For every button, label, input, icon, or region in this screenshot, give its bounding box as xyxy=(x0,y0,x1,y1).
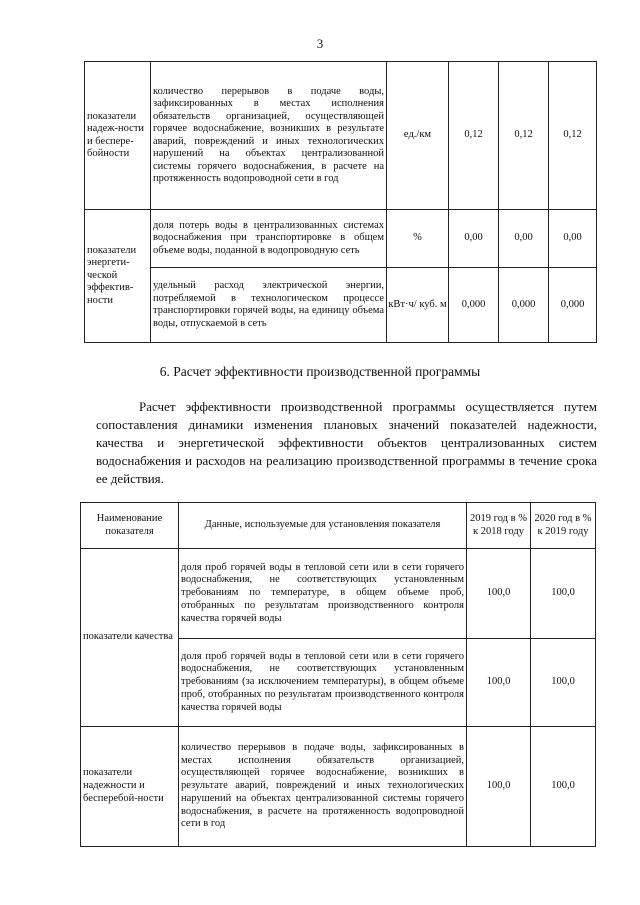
indicator-value: 0,000 xyxy=(549,268,597,343)
indicator-name: показатели надеж-ности и беспере-бойности xyxy=(85,62,151,210)
indicator-value: 0,00 xyxy=(449,210,499,268)
indicator-unit: кВт·ч/ куб. м xyxy=(387,268,449,343)
table-row xyxy=(81,727,596,847)
indicator-name: показатели надежности и бесперебой-ности xyxy=(81,727,179,847)
indicator-unit: % xyxy=(387,210,449,268)
table-row xyxy=(85,62,597,210)
indicator-name: показатели качества xyxy=(81,549,179,727)
column-header-2020: 2020 год в % к 2019 году xyxy=(531,503,596,549)
table-row xyxy=(81,549,596,639)
indicator-value: 0,12 xyxy=(549,62,597,210)
section-title: 6. Расчет эффективности производственной программы xyxy=(159,364,481,379)
column-header-2019: 2019 год в % к 2018 году xyxy=(467,503,531,549)
indicator-value: 0,00 xyxy=(499,210,549,268)
indicator-value: 100,0 xyxy=(531,727,596,847)
table-row xyxy=(85,268,597,343)
indicator-description: количество перерывов в подаче воды, зафиксированных в местах исполнения обязательств организацией, осуществляющей горячее водоснабжение, возникших в результате аварий, повреждений и иных технологических нарушений на объектах централизованной системы горячего водоснабжения, в расчете на протяженность водопроводной сети в год xyxy=(151,62,387,210)
indicator-description: доля проб горячей воды в тепловой сети или в сети горячего водоснабжения, не соответствующих установленным требованиям (за исключением температуры), в общем объеме проб, отобранных по результатам производственного контроля качества горячей воды xyxy=(179,639,467,727)
indicator-value: 0,00 xyxy=(549,210,597,268)
indicator-value: 0,12 xyxy=(499,62,549,210)
column-header-data: Данные, используемые для установления показателя xyxy=(179,503,467,549)
efficiency-table xyxy=(80,502,596,847)
indicator-value: 0,000 xyxy=(499,268,549,343)
indicator-value: 100,0 xyxy=(531,549,596,639)
column-header-name: Наименование показателя xyxy=(81,503,179,549)
indicator-value: 100,0 xyxy=(467,639,531,727)
indicator-value: 0,000 xyxy=(449,268,499,343)
table-row xyxy=(85,210,597,268)
indicator-description: удельный расход электрической энергии, потребляемой в технологическом процессе транспортировки горячей воды, на единицу объема воды, отпускаемой в сеть xyxy=(151,268,387,343)
table-header-row xyxy=(81,503,596,549)
page-number: 3 xyxy=(316,36,324,51)
indicator-value: 0,12 xyxy=(449,62,499,210)
indicator-description: доля проб горячей воды в тепловой сети или в сети горячего водоснабжения, не соответствующих установленным требованиям по температуре, в общем объеме проб, отобранных по результатам производственного контроля качества горячей воды xyxy=(179,549,467,639)
body-paragraph: Расчет эффективности производственной программы осуществляется путем сопоставления динамики изменения плановых значений показателей надежности, качества и энергетической эффективности объектов централизованных систем водоснабжения и расходов на реализацию производственной программы в течение срока ее действия. xyxy=(96,399,597,486)
indicator-unit: ед./км xyxy=(387,62,449,210)
indicator-value: 100,0 xyxy=(467,727,531,847)
indicators-table xyxy=(84,61,597,343)
indicator-value: 100,0 xyxy=(467,549,531,639)
indicator-description: доля потерь воды в централизованных системах водоснабжения при транспортировке в общем объеме воды, поданной в водопроводную сеть xyxy=(151,210,387,268)
indicator-description: количество перерывов в подаче воды, зафиксированных в местах исполнения обязательств организацией, осуществляющей горячее водоснабжение, возникших в результате аварий, повреждений и иных технологических нарушений на объектах централизованной системы горячего водоснабжения, в расчете на протяженность водопроводной сети в год xyxy=(179,727,467,847)
indicator-value: 100,0 xyxy=(531,639,596,727)
indicator-name: показатели энергети-ческой эффектив-ности xyxy=(85,210,151,343)
